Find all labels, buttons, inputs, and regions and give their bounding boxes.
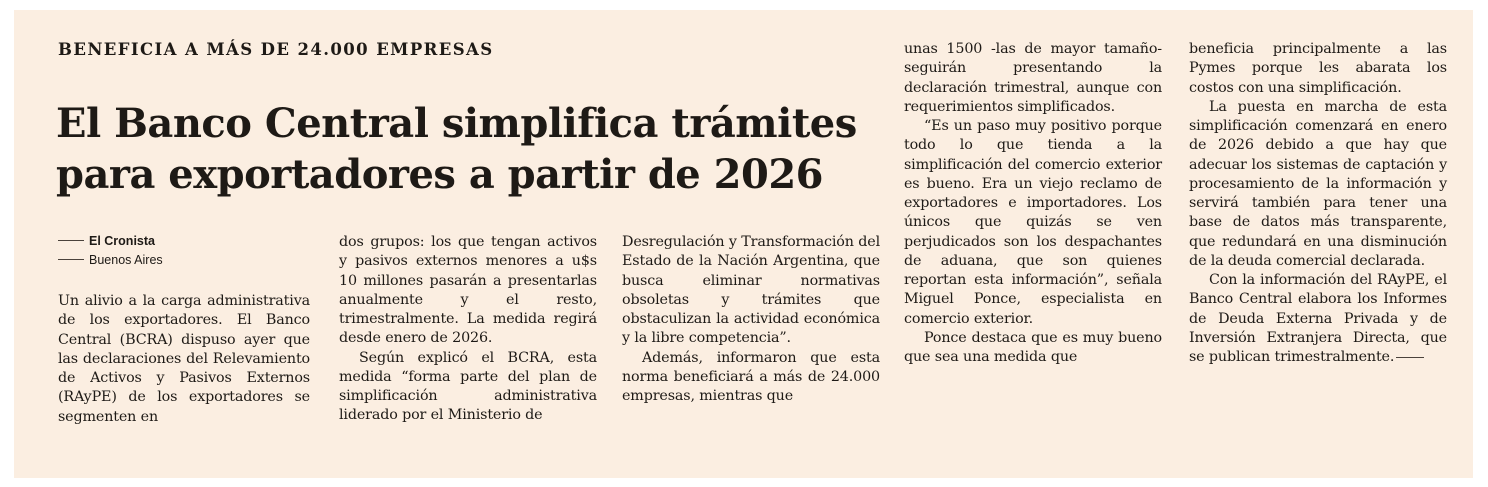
paragraph: Ponce destaca que es muy bueno que sea una medida que <box>904 329 1162 365</box>
headline-line-1: El Banco Central simplifica trámites <box>56 100 857 147</box>
paragraph: La puesta en marcha de esta simplificación comenzará en enero de 2026 debido a que hay que adecuar los sistemas de captación y procesamiento de la información y servirá también para tener una base de datos más transparente, que redundará en una disminución de la deuda comercial declarada. <box>1189 98 1447 269</box>
publication-name: El Cronista <box>89 233 155 248</box>
byline-rule <box>58 240 84 241</box>
paragraph: unas 1500 -las de mayor tamaño- seguirán presentando la declaración trimestral, aunque con requerimientos simplificados. <box>904 41 1162 115</box>
byline-rule <box>58 259 84 260</box>
paragraph: beneficia principalmente a las Pymes porque les abarata los costos con una simplificación. <box>1189 41 1447 96</box>
end-of-article-mark <box>1396 357 1424 358</box>
paragraph: Además, informaron que esta norma beneficiará a más de 24.000 empresas, mientras que <box>622 349 880 404</box>
paragraph-final-text: Con la información del RAyPE, el Banco Central elabora los Informes de Deuda Externa Privada y de Inversión Extranjera Directa, que se publican trimestralmente. <box>1189 272 1447 365</box>
body-column-2 <box>339 233 597 426</box>
body-column-1 <box>58 292 310 427</box>
article-kicker: BENEFICIA A MÁS DE 24.000 EMPRESAS <box>58 40 494 59</box>
paragraph: Desregulación y Transformación del Estado de la Nación Argentina, que busca eliminar normativas obsoletas y trámites que obstaculizan la actividad económica y la libre competencia”. <box>622 234 880 347</box>
paragraph: dos grupos: los que tengan activos y pasivos externos menores a u$s 10 millones pasarán a presentarlas anualmente y el resto, trimestralmente. La medida regirá desde enero de 2026. <box>339 234 597 347</box>
body-column-5 <box>1189 40 1447 367</box>
body-column-3 <box>622 233 880 406</box>
headline-line-2: para exportadores a partir de 2026 <box>56 151 823 198</box>
byline <box>58 231 163 269</box>
dateline-location: Buenos Aires <box>89 252 163 267</box>
paragraph: Un alivio a la carga administrativa de los exportadores. El Banco Central (BCRA) dispuso ayer que las declaraciones del Relevamiento de Activos y Pasivos Externos (RAyPE) de los exportadores se segmenten en <box>58 293 310 425</box>
paragraph-final <box>1189 271 1447 367</box>
paragraph: “Es un paso muy positivo porque todo lo que tienda a la simplificación del comercio exterior es bueno. Era un viejo reclamo de exportadores e importadores. Los únicos que quizás se ven perjudicados son los despachantes de aduana, que son quienes reportan esta información”, señala Miguel Ponce, especialista en comercio exterior. <box>904 118 1162 327</box>
paragraph: Según explicó el BCRA, esta medida “forma parte del plan de simplificación administrativa liderado por el Ministerio de <box>339 349 597 424</box>
article-headline <box>56 98 857 200</box>
body-column-4 <box>904 40 1162 367</box>
